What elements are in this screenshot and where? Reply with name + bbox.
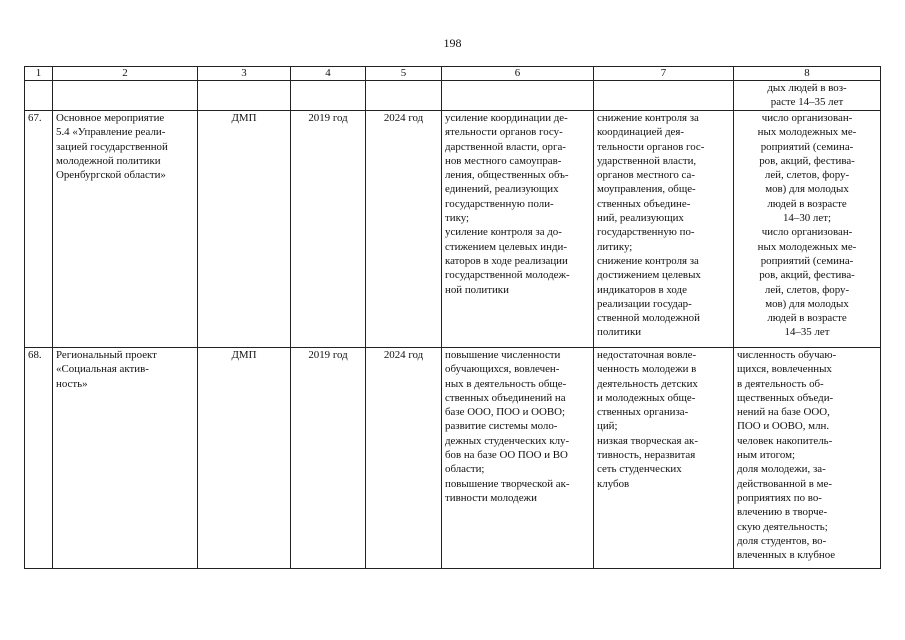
end-year: 2024 год [366,111,442,348]
empty-cell [291,81,366,111]
indicators-continuation: дых людей в воз- расте 14–35 лет [734,81,881,111]
empty-cell [198,81,291,111]
table-row [25,111,881,348]
empty-cell [53,81,198,111]
row-number: 67. [25,111,53,348]
empty-cell [366,81,442,111]
start-year: 2019 год [291,348,366,569]
column-number: 3 [198,67,291,81]
column-number: 4 [291,67,366,81]
column-number: 5 [366,67,442,81]
table-row [25,348,881,569]
empty-cell [442,81,594,111]
row-number: 68. [25,348,53,569]
continuation-row [25,81,881,111]
expected-result: усиление координации де- ятельности органов госу- дарственной власти, орга- нов местного самоуправ- ления, общественных объ- единений, реализующих государственную поли- тику; усиление контроля за до- стижением целевых инди- каторов в ходе реализации государственной молодеж- ной политики [442,111,594,348]
column-number-row [25,67,881,81]
executor: ДМП [198,111,291,348]
column-number: 1 [25,67,53,81]
empty-cell [594,81,734,111]
measures-table [24,66,881,569]
non-implementation-consequences: снижение контроля за координацией дея- тельности органов гос- ударственной власти, органов местного са- моуправления, обще- ственных объедине- ний, реализующих государственную по- литику; снижение контроля за достижением целевых индикаторов в ходе реализации государ- ственной молодежной политики [594,111,734,348]
expected-result: повышение численности обучающихся, вовлечен- ных в деятельность обще- ственных объединений на базе ООО, ПОО и ООВО; развитие системы моло- дежных студенческих клу- бов на базе ОО ПОО и ВО области; повышение творческой ак- тивности молодежи [442,348,594,569]
event-name: Основное мероприятие 5.4 «Управление реали- зацией государственной молодежной политики Оренбургской области» [53,111,198,348]
executor: ДМП [198,348,291,569]
column-number: 8 [734,67,881,81]
end-year: 2024 год [366,348,442,569]
target-indicators: число организован- ных молодежных ме- роприятий (семина- ров, акций, фестива- лей, слетов, фору- мов) для молодых людей в возрасте 14–30 лет; число организован- ных молодежных ме- роприятий (семина- ров, акций, фестива- лей, слетов, фору- мов) для молодых людей в возрасте 14–35 лет [734,111,881,348]
non-implementation-consequences: недостаточная вовле- ченность молодежи в деятельность детских и молодежных обще- ственных организа- ций; низкая творческая ак- тивность, неразвитая сеть студенческих клубов [594,348,734,569]
column-number: 7 [594,67,734,81]
column-number: 6 [442,67,594,81]
column-number: 2 [53,67,198,81]
event-name: Региональный проект «Социальная актив- ность» [53,348,198,569]
page-number: 198 [443,36,462,50]
empty-cell [25,81,53,111]
target-indicators: численность обучаю- щихся, вовлеченных в деятельность об- щественных объеди- нений на базе ООО, ПОО и ООВО, млн. человек накопитель- ным итогом; доля молодежи, за- действованной в ме- роприятиях по во- влечению в творче- скую деятельность; доля студентов, во- влеченных в клубное [734,348,881,569]
start-year: 2019 год [291,111,366,348]
